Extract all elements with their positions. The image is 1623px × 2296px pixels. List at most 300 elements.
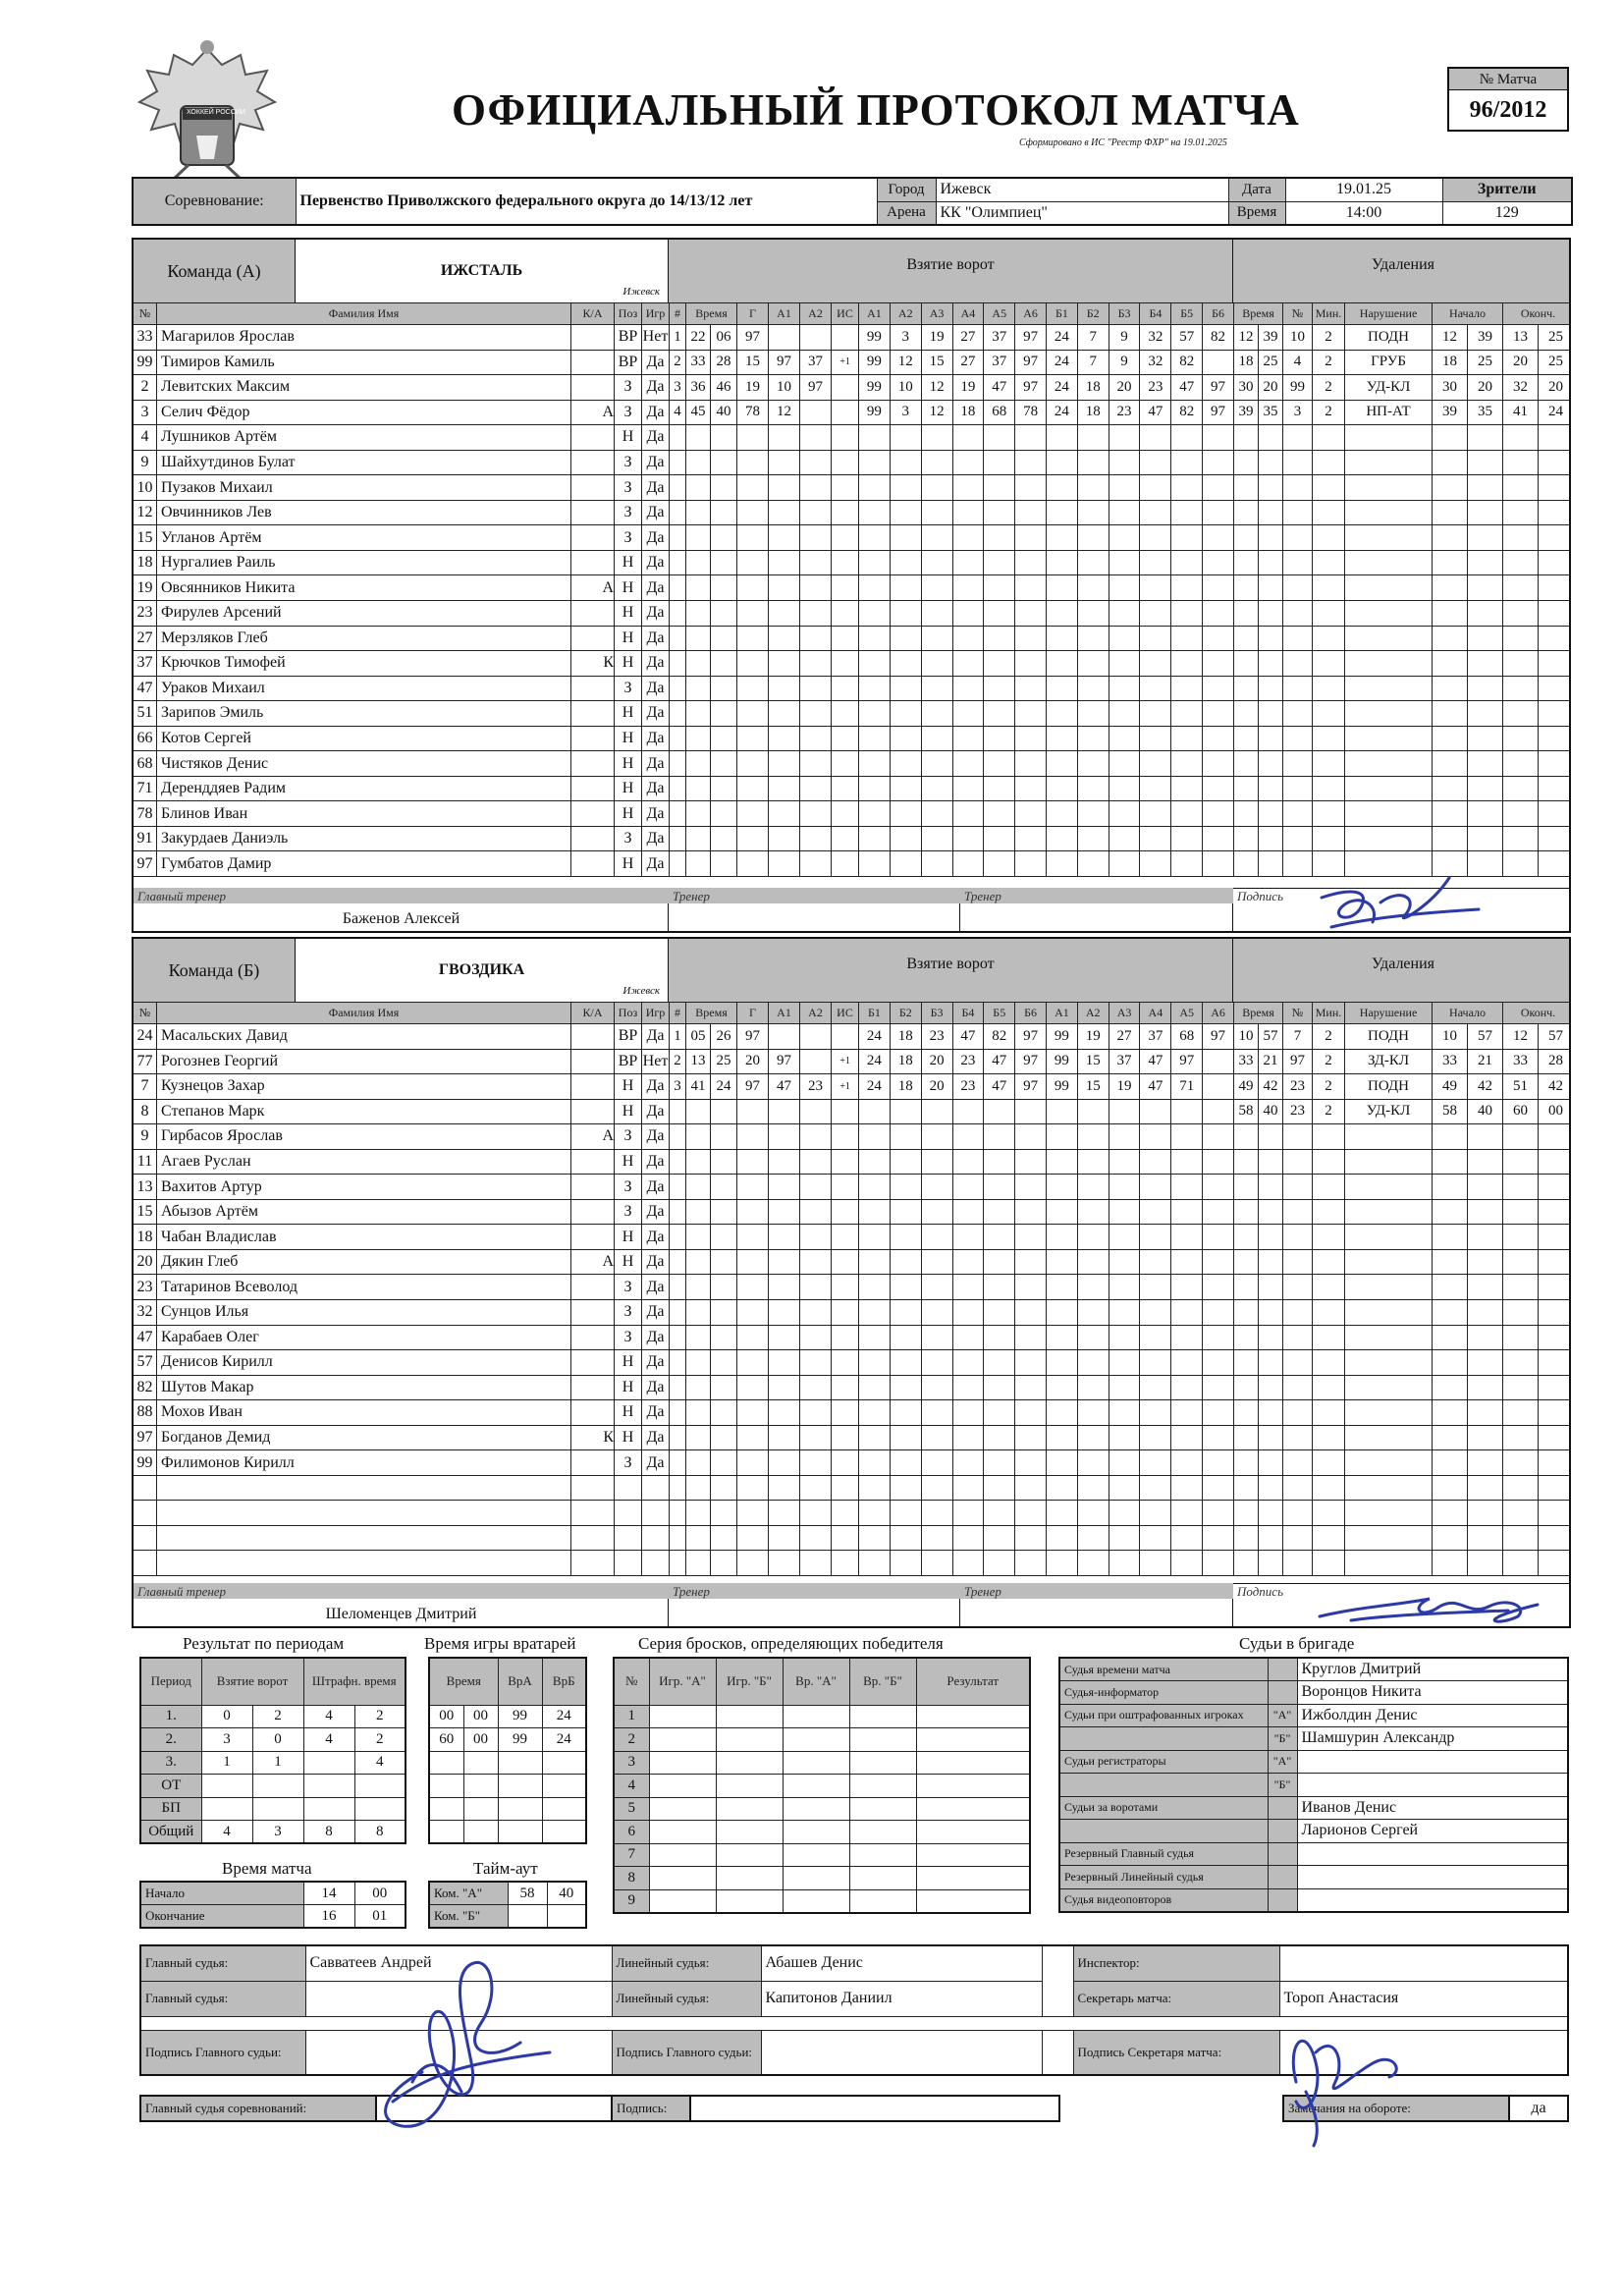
roster-row [134, 626, 670, 651]
goal-cell [1077, 676, 1109, 701]
goal-cell [859, 1525, 891, 1551]
player-number [134, 1525, 157, 1551]
player-role [571, 1551, 615, 1576]
goal-cell [890, 801, 921, 827]
goal-cell [1140, 1525, 1171, 1551]
goal-cell [921, 626, 952, 651]
goal-cell [769, 826, 800, 851]
player-played: Да [642, 425, 670, 451]
goal-cell [670, 1124, 686, 1150]
col-so-player-b: Игр. "Б" [716, 1658, 783, 1705]
goal-cell: 23 [1109, 400, 1140, 425]
goal-cell [1077, 1124, 1109, 1150]
penalty-row [1234, 425, 1572, 451]
penalty-cell: 57 [1468, 1024, 1503, 1050]
penalty-cell [1234, 626, 1259, 651]
penalty-cell: 10 [1234, 1024, 1259, 1050]
penalty-cell [1503, 1375, 1539, 1400]
goal-cell [1171, 1325, 1203, 1350]
goal-cell [800, 575, 832, 601]
official-side [1268, 1681, 1297, 1705]
penalty-cell [1283, 851, 1313, 877]
penalty-cell: 2 [1313, 350, 1345, 375]
goal-cell [686, 525, 711, 551]
penalty-cell [1283, 450, 1313, 475]
penalty-cell [1539, 1551, 1571, 1576]
penalty-cell [1234, 701, 1259, 727]
penalty-cell [1283, 1124, 1313, 1150]
goal-cell [670, 1199, 686, 1225]
penalty-cell [1539, 801, 1571, 827]
player-position: Н [615, 726, 642, 751]
penalty-cell [1539, 450, 1571, 475]
penalty-cell [1283, 826, 1313, 851]
goal-cell [952, 1275, 984, 1300]
player-position: З [615, 1124, 642, 1150]
penalty-cell: 42 [1539, 1074, 1571, 1100]
city-label: Город [877, 178, 936, 201]
penalty-cell [1345, 525, 1433, 551]
goal-cell [952, 1450, 984, 1476]
goal-cell [832, 1249, 859, 1275]
penalty-cell: 2 [1313, 325, 1345, 351]
goalie-row [429, 1728, 586, 1752]
goal-cell [984, 525, 1015, 551]
shootout-number: 4 [614, 1775, 649, 1798]
goal-cell [1077, 550, 1109, 575]
goal-cell [1109, 525, 1140, 551]
goal-cell [1171, 626, 1203, 651]
penalty-cell: ПОДН [1345, 1024, 1433, 1050]
goal-cell [952, 701, 984, 727]
goal-cell [832, 1300, 859, 1326]
goal-cell [832, 1350, 859, 1376]
goal-cell [859, 1275, 891, 1300]
goal-cell [859, 1325, 891, 1350]
penalty-cell [1234, 1350, 1259, 1376]
roster-row [134, 751, 670, 777]
goal-cell [800, 1249, 832, 1275]
goal-cell [800, 400, 832, 425]
goal-cell [800, 1525, 832, 1551]
goal-cell [737, 751, 769, 777]
goal-cell [1140, 601, 1171, 627]
penalty-cell [1313, 1249, 1345, 1275]
goal-cell: 27 [952, 350, 984, 375]
team-a-goals-header: Взятие ворот [669, 240, 1233, 302]
penalty-cell [1345, 1425, 1433, 1450]
player-played: Да [642, 801, 670, 827]
penalty-cell [1468, 1199, 1503, 1225]
secretary-signature-label: Подпись Секретаря матча: [1073, 2030, 1279, 2075]
penalty-cell [1468, 1149, 1503, 1175]
goalie-row [429, 1751, 586, 1775]
goal-cell [1046, 676, 1077, 701]
goal-cell [921, 1350, 952, 1376]
goal-cell [769, 851, 800, 877]
goal-cell [921, 450, 952, 475]
goal-cell [1203, 1375, 1234, 1400]
goal-cell [737, 851, 769, 877]
goal-cell [1046, 626, 1077, 651]
goal-cell [832, 1024, 859, 1050]
period-name: БП [140, 1797, 201, 1821]
goal-cell [769, 1400, 800, 1426]
period-value: 3 [252, 1821, 303, 1844]
goal-cell [859, 575, 891, 601]
goal-cell [670, 826, 686, 851]
goal-cell [1140, 751, 1171, 777]
goal-cell [737, 801, 769, 827]
roster-row [134, 500, 670, 525]
shootout-row [614, 1728, 1030, 1752]
secretary: Тороп Анастасия [1279, 1981, 1568, 2016]
penalty-cell [1234, 1375, 1259, 1400]
goal-cell [769, 701, 800, 727]
penalty-cell [1433, 1551, 1468, 1576]
penalty-cell [1313, 1375, 1345, 1400]
penalty-cell [1259, 1300, 1283, 1326]
goal-cell [1171, 1175, 1203, 1200]
team-a-penalties-table [1233, 302, 1571, 877]
col-a2: А2 [800, 1003, 832, 1024]
penalty-row [1234, 500, 1572, 525]
goal-cell: 97 [1203, 1024, 1234, 1050]
penalty-cell [1539, 701, 1571, 727]
goal-cell [952, 676, 984, 701]
goal-cell: +1 [832, 350, 859, 375]
penalty-cell [1539, 751, 1571, 777]
penalty-cell [1345, 550, 1433, 575]
goal-cell [890, 1249, 921, 1275]
goal-cell: 24 [1046, 350, 1077, 375]
col-b6-ice: Б6 [1015, 1003, 1047, 1024]
goal-row [670, 1099, 1234, 1124]
period-value [354, 1797, 406, 1821]
goal-cell [1109, 1501, 1140, 1526]
roster-row [134, 701, 670, 727]
shootout-row [614, 1705, 1030, 1728]
goal-cell [769, 1325, 800, 1350]
goal-cell [1015, 1475, 1047, 1501]
col-a2-ice: А2 [1077, 1003, 1109, 1024]
goal-row [670, 525, 1234, 551]
roster-row [134, 400, 670, 425]
penalty-cell [1468, 801, 1503, 827]
col-pen-no: № [1283, 303, 1313, 325]
penalty-cell: 39 [1468, 325, 1503, 351]
goal-cell [984, 1450, 1015, 1476]
penalty-cell [1283, 1525, 1313, 1551]
player-number: 32 [134, 1300, 157, 1326]
player-role: К [571, 1425, 615, 1450]
goal-cell [1077, 1149, 1109, 1175]
penalty-cell [1234, 1149, 1259, 1175]
roster-row [134, 1551, 670, 1576]
goal-cell [1046, 1525, 1077, 1551]
goal-cell [859, 1425, 891, 1450]
goal-cell [711, 1175, 737, 1200]
goal-cell [1140, 425, 1171, 451]
goal-cell: +1 [832, 1074, 859, 1100]
penalty-cell [1468, 550, 1503, 575]
player-number: 20 [134, 1249, 157, 1275]
goal-cell [711, 1325, 737, 1350]
player-position: З [615, 475, 642, 501]
goal-cell [832, 450, 859, 475]
match-start-min: 00 [354, 1882, 406, 1905]
goal-cell [737, 525, 769, 551]
penalty-cell [1313, 500, 1345, 525]
player-played: Да [642, 1199, 670, 1225]
player-role [571, 676, 615, 701]
goal-cell [832, 1525, 859, 1551]
goal-cell [921, 1475, 952, 1501]
goal-cell [1015, 826, 1047, 851]
goal-cell [1171, 1450, 1203, 1476]
goal-row [670, 776, 1234, 801]
goal-cell [984, 1325, 1015, 1350]
col-ka: К/А [571, 1003, 615, 1024]
goal-cell [670, 801, 686, 827]
goal-cell [890, 1175, 921, 1200]
penalty-cell [1433, 1225, 1468, 1250]
period-value: 4 [201, 1821, 252, 1844]
arena-label: Арена [877, 201, 936, 225]
player-number: 15 [134, 525, 157, 551]
goal-cell [832, 425, 859, 451]
goal-cell [1171, 500, 1203, 525]
col-pen-no: № [1283, 1003, 1313, 1024]
player-name: Масальских Давид [157, 1024, 571, 1050]
penalty-cell [1468, 701, 1503, 727]
goal-cell: 99 [1046, 1049, 1077, 1074]
player-position: Н [615, 751, 642, 777]
penalty-cell [1259, 726, 1283, 751]
goal-cell [1171, 826, 1203, 851]
goal-cell [769, 1149, 800, 1175]
period-value [201, 1775, 252, 1798]
goal-cell [1140, 651, 1171, 677]
goal-cell [800, 325, 832, 351]
penalty-cell: 57 [1539, 1024, 1571, 1050]
period-value [303, 1775, 354, 1798]
player-name: Селич Фёдор [157, 400, 571, 425]
player-name: Степанов Марк [157, 1099, 571, 1124]
team-b-penalties-table [1233, 1002, 1571, 1576]
penalty-cell [1259, 575, 1283, 601]
penalty-cell [1539, 826, 1571, 851]
goal-cell [800, 851, 832, 877]
goal-cell [859, 601, 891, 627]
penalty-cell [1433, 1350, 1468, 1376]
goal-cell [952, 851, 984, 877]
goal-cell [670, 525, 686, 551]
goal-cell [1109, 801, 1140, 827]
goal-cell: 47 [1171, 375, 1203, 401]
penalty-cell [1468, 1275, 1503, 1300]
goal-cell [1171, 1099, 1203, 1124]
line-referee-signature-label: Подпись Главного судьи: [612, 2030, 761, 2075]
shootout-cell [849, 1867, 916, 1890]
penalty-row [1234, 651, 1572, 677]
col-goalie-a: ВрА [498, 1658, 542, 1705]
goal-cell [859, 475, 891, 501]
player-name: Филимонов Кирилл [157, 1450, 571, 1476]
goal-cell: 15 [1077, 1074, 1109, 1100]
goal-cell [711, 1300, 737, 1326]
penalty-cell [1313, 1175, 1345, 1200]
player-name: Деренддяев Радим [157, 776, 571, 801]
penalty-cell [1259, 1350, 1283, 1376]
penalty-cell: ПОДН [1345, 325, 1433, 351]
official-role [1059, 1727, 1268, 1751]
penalty-cell [1283, 550, 1313, 575]
penalty-cell [1539, 1225, 1571, 1250]
penalty-cell [1503, 1400, 1539, 1426]
goal-cell [952, 1501, 984, 1526]
goal-cell [952, 801, 984, 827]
goal-cell [952, 1475, 984, 1501]
goal-cell [1140, 1249, 1171, 1275]
match-start-label: Начало [140, 1882, 303, 1905]
penalty-cell: 2 [1313, 1049, 1345, 1074]
goal-cell: 36 [686, 375, 711, 401]
goal-cell [1140, 1325, 1171, 1350]
penalty-row [1234, 801, 1572, 827]
goal-cell [1077, 1175, 1109, 1200]
shootout-cell [649, 1867, 716, 1890]
goal-cell [769, 751, 800, 777]
goal-cell [1109, 1450, 1140, 1476]
goal-cell [1171, 1375, 1203, 1400]
goal-cell: 7 [1077, 325, 1109, 351]
penalty-cell: 10 [1283, 325, 1313, 351]
goal-cell [1203, 1099, 1234, 1124]
goal-cell: 47 [1140, 1049, 1171, 1074]
penalty-cell [1283, 1225, 1313, 1250]
penalty-cell [1433, 601, 1468, 627]
goal-cell [769, 550, 800, 575]
goal-cell [1203, 1124, 1234, 1150]
penalty-cell [1539, 1450, 1571, 1476]
player-played: Да [642, 1249, 670, 1275]
goal-cell [1015, 1249, 1047, 1275]
goal-cell [984, 776, 1015, 801]
goal-cell [737, 1350, 769, 1376]
goal-cell [859, 851, 891, 877]
player-name [157, 1475, 571, 1501]
goal-cell [1015, 1525, 1047, 1551]
goal-cell: 23 [800, 1074, 832, 1100]
penalty-cell [1259, 751, 1283, 777]
goal-row [670, 1501, 1234, 1526]
period-value: 4 [354, 1751, 406, 1775]
goal-cell: 97 [1015, 1024, 1047, 1050]
goal-cell [921, 1325, 952, 1350]
penalty-cell: 30 [1234, 375, 1259, 401]
col-b3-ice: Б3 [921, 1003, 952, 1024]
player-number: 97 [134, 851, 157, 877]
penalty-cell [1345, 1551, 1433, 1576]
shootout-number: 5 [614, 1797, 649, 1821]
penalty-row [1234, 1074, 1572, 1100]
penalty-cell [1259, 651, 1283, 677]
penalty-cell [1234, 751, 1259, 777]
penalty-cell [1283, 776, 1313, 801]
player-name: Шайхутдинов Булат [157, 450, 571, 475]
goal-cell [890, 450, 921, 475]
goal-cell [832, 751, 859, 777]
goal-row [670, 1249, 1234, 1275]
player-name: Рогознев Георгий [157, 1049, 571, 1074]
goal-cell [711, 1225, 737, 1250]
roster-row [134, 1124, 670, 1150]
penalty-cell: 25 [1539, 325, 1571, 351]
goal-cell [1140, 1099, 1171, 1124]
goal-cell [1015, 475, 1047, 501]
penalty-cell: 57 [1259, 1024, 1283, 1050]
official-role: Судья-информатор [1059, 1681, 1268, 1705]
period-value [354, 1775, 406, 1798]
match-end-min: 01 [354, 1905, 406, 1929]
player-name: Левитских Максим [157, 375, 571, 401]
goal-cell [1171, 1225, 1203, 1250]
col-b4-ice: Б4 [1140, 303, 1171, 325]
penalty-cell [1433, 1325, 1468, 1350]
period-name: ОТ [140, 1775, 201, 1798]
goal-row [670, 475, 1234, 501]
goal-cell: 41 [686, 1074, 711, 1100]
col-a2: А2 [800, 303, 832, 325]
penalty-cell [1283, 726, 1313, 751]
col-pen-min: Мин. [1313, 1003, 1345, 1024]
goal-cell [670, 701, 686, 727]
penalty-cell [1313, 550, 1345, 575]
goal-cell [1046, 751, 1077, 777]
player-name: Тимиров Камиль [157, 350, 571, 375]
team-b-goals-table [669, 1002, 1234, 1576]
goal-cell: 37 [800, 350, 832, 375]
team-b-name: ГВОЗДИКА [438, 961, 525, 978]
goal-cell [890, 726, 921, 751]
goal-cell [1046, 1099, 1077, 1124]
goal-cell: 23 [921, 1024, 952, 1050]
goal-cell [832, 651, 859, 677]
goal-cell [952, 1375, 984, 1400]
goal-cell [1140, 475, 1171, 501]
goal-cell: 7 [1077, 350, 1109, 375]
penalty-cell [1313, 525, 1345, 551]
goal-cell: 24 [1046, 325, 1077, 351]
shootout-cell [916, 1867, 1030, 1890]
goal-cell [984, 1199, 1015, 1225]
official-side: "А" [1268, 1750, 1297, 1774]
goal-cell [1171, 1249, 1203, 1275]
penalty-cell [1539, 601, 1571, 627]
goal-cell [890, 1501, 921, 1526]
goal-cell [1015, 801, 1047, 827]
goal-cell [984, 1400, 1015, 1426]
goalie-cell [542, 1821, 586, 1844]
goal-cell [800, 1175, 832, 1200]
goal-row [670, 751, 1234, 777]
goal-cell [952, 550, 984, 575]
goal-cell [686, 1175, 711, 1200]
goal-cell [984, 1350, 1015, 1376]
penalty-cell: 21 [1468, 1049, 1503, 1074]
goal-cell: 18 [890, 1074, 921, 1100]
